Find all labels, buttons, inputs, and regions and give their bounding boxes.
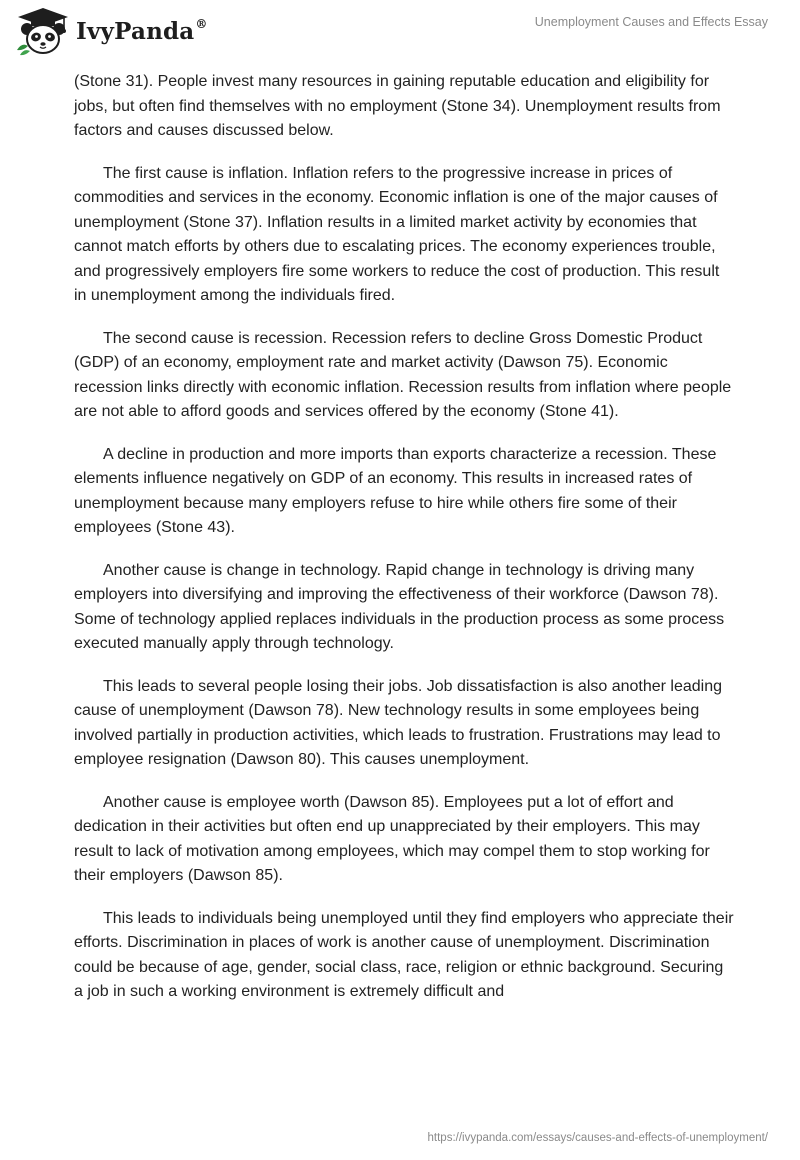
panda-graduate-icon <box>14 6 72 56</box>
essay-paragraph-8: This leads to individuals being unemployed until they find employers who appreciate their efforts. Discrimination in places of work is another cause of unemployment. Discrimination could be because of age, gender, social class, race, religion or ethnic background. Securing a job in such a working environment is extremely difficult and <box>74 909 734 1000</box>
essay-paragraph-6: This leads to several people losing their jobs. Job dissatisfaction is also another leading cause of unemployment (Dawson 78). New technology results in some employees being involved partially in production activities, which leads to frustration. Frustrations may lead to employee resignation (Dawson 80). This causes unemployment. <box>74 677 723 768</box>
registered-mark: ® <box>195 16 208 31</box>
essay-paragraph-5: Another cause is change in technology. Rapid change in technology is driving many employers into diversifying and improving the effectiveness of their workforce (Dawson 78). Some of technology applied replaces individuals in the production process as some process executed manually apply through technology. <box>74 561 725 652</box>
essay-paragraph-4: A decline in production and more imports than exports characterize a recession. These elements influence negatively on GDP of an economy. This results in increased rates of unemployment because many employers refuse to hire while others fire some of their employees (Stone 43). <box>74 445 717 536</box>
brand-name <box>76 18 208 45</box>
ivypanda-logo-link[interactable] <box>14 6 208 56</box>
essay-paragraph-7: Another cause is employee worth (Dawson 85). Employees put a lot of effort and dedication in their activities but often end up unappreciated by their employers. This may result to lack of motivation among employees, which may compel them to stop working for their employers (Dawson 85). <box>74 793 710 884</box>
essay-paragraph-3: The second cause is recession. Recession refers to decline Gross Domestic Product (GDP) of an economy, employment rate and market activity (Dawson 75). Economic recession links directly with economic inflation. Recession results from inflation where people are not able to afford goods and services offered by the economy (Stone 41). <box>74 329 732 420</box>
page-header <box>0 0 800 64</box>
source-url: https://ivypanda.com/essays/causes-and-effects-of-unemployment/ <box>427 1132 768 1144</box>
essay-body <box>74 70 734 1023</box>
essay-paragraph-1: (Stone 31). People invest many resources in gaining reputable education and eligibility for jobs, but often find themselves with no employment (Stone 34). Unemployment results from factors and causes discussed below. <box>74 73 721 139</box>
brand-name-text: IvyPanda <box>76 17 195 45</box>
essay-paragraph-2: The first cause is inflation. Inflation refers to the progressive increase in prices of commodities and services in the economy. Economic inflation is one of the major causes of unemployment (Stone 37). Inflation results in a limited market activity by economies that cannot match efforts by others due to escalating prices. The economy experiences trouble, and progressively employers fire some workers to reduce the cost of production. This result in unemployment among the individuals fired. <box>74 164 720 304</box>
document-title: Unemployment Causes and Effects Essay <box>534 15 768 29</box>
